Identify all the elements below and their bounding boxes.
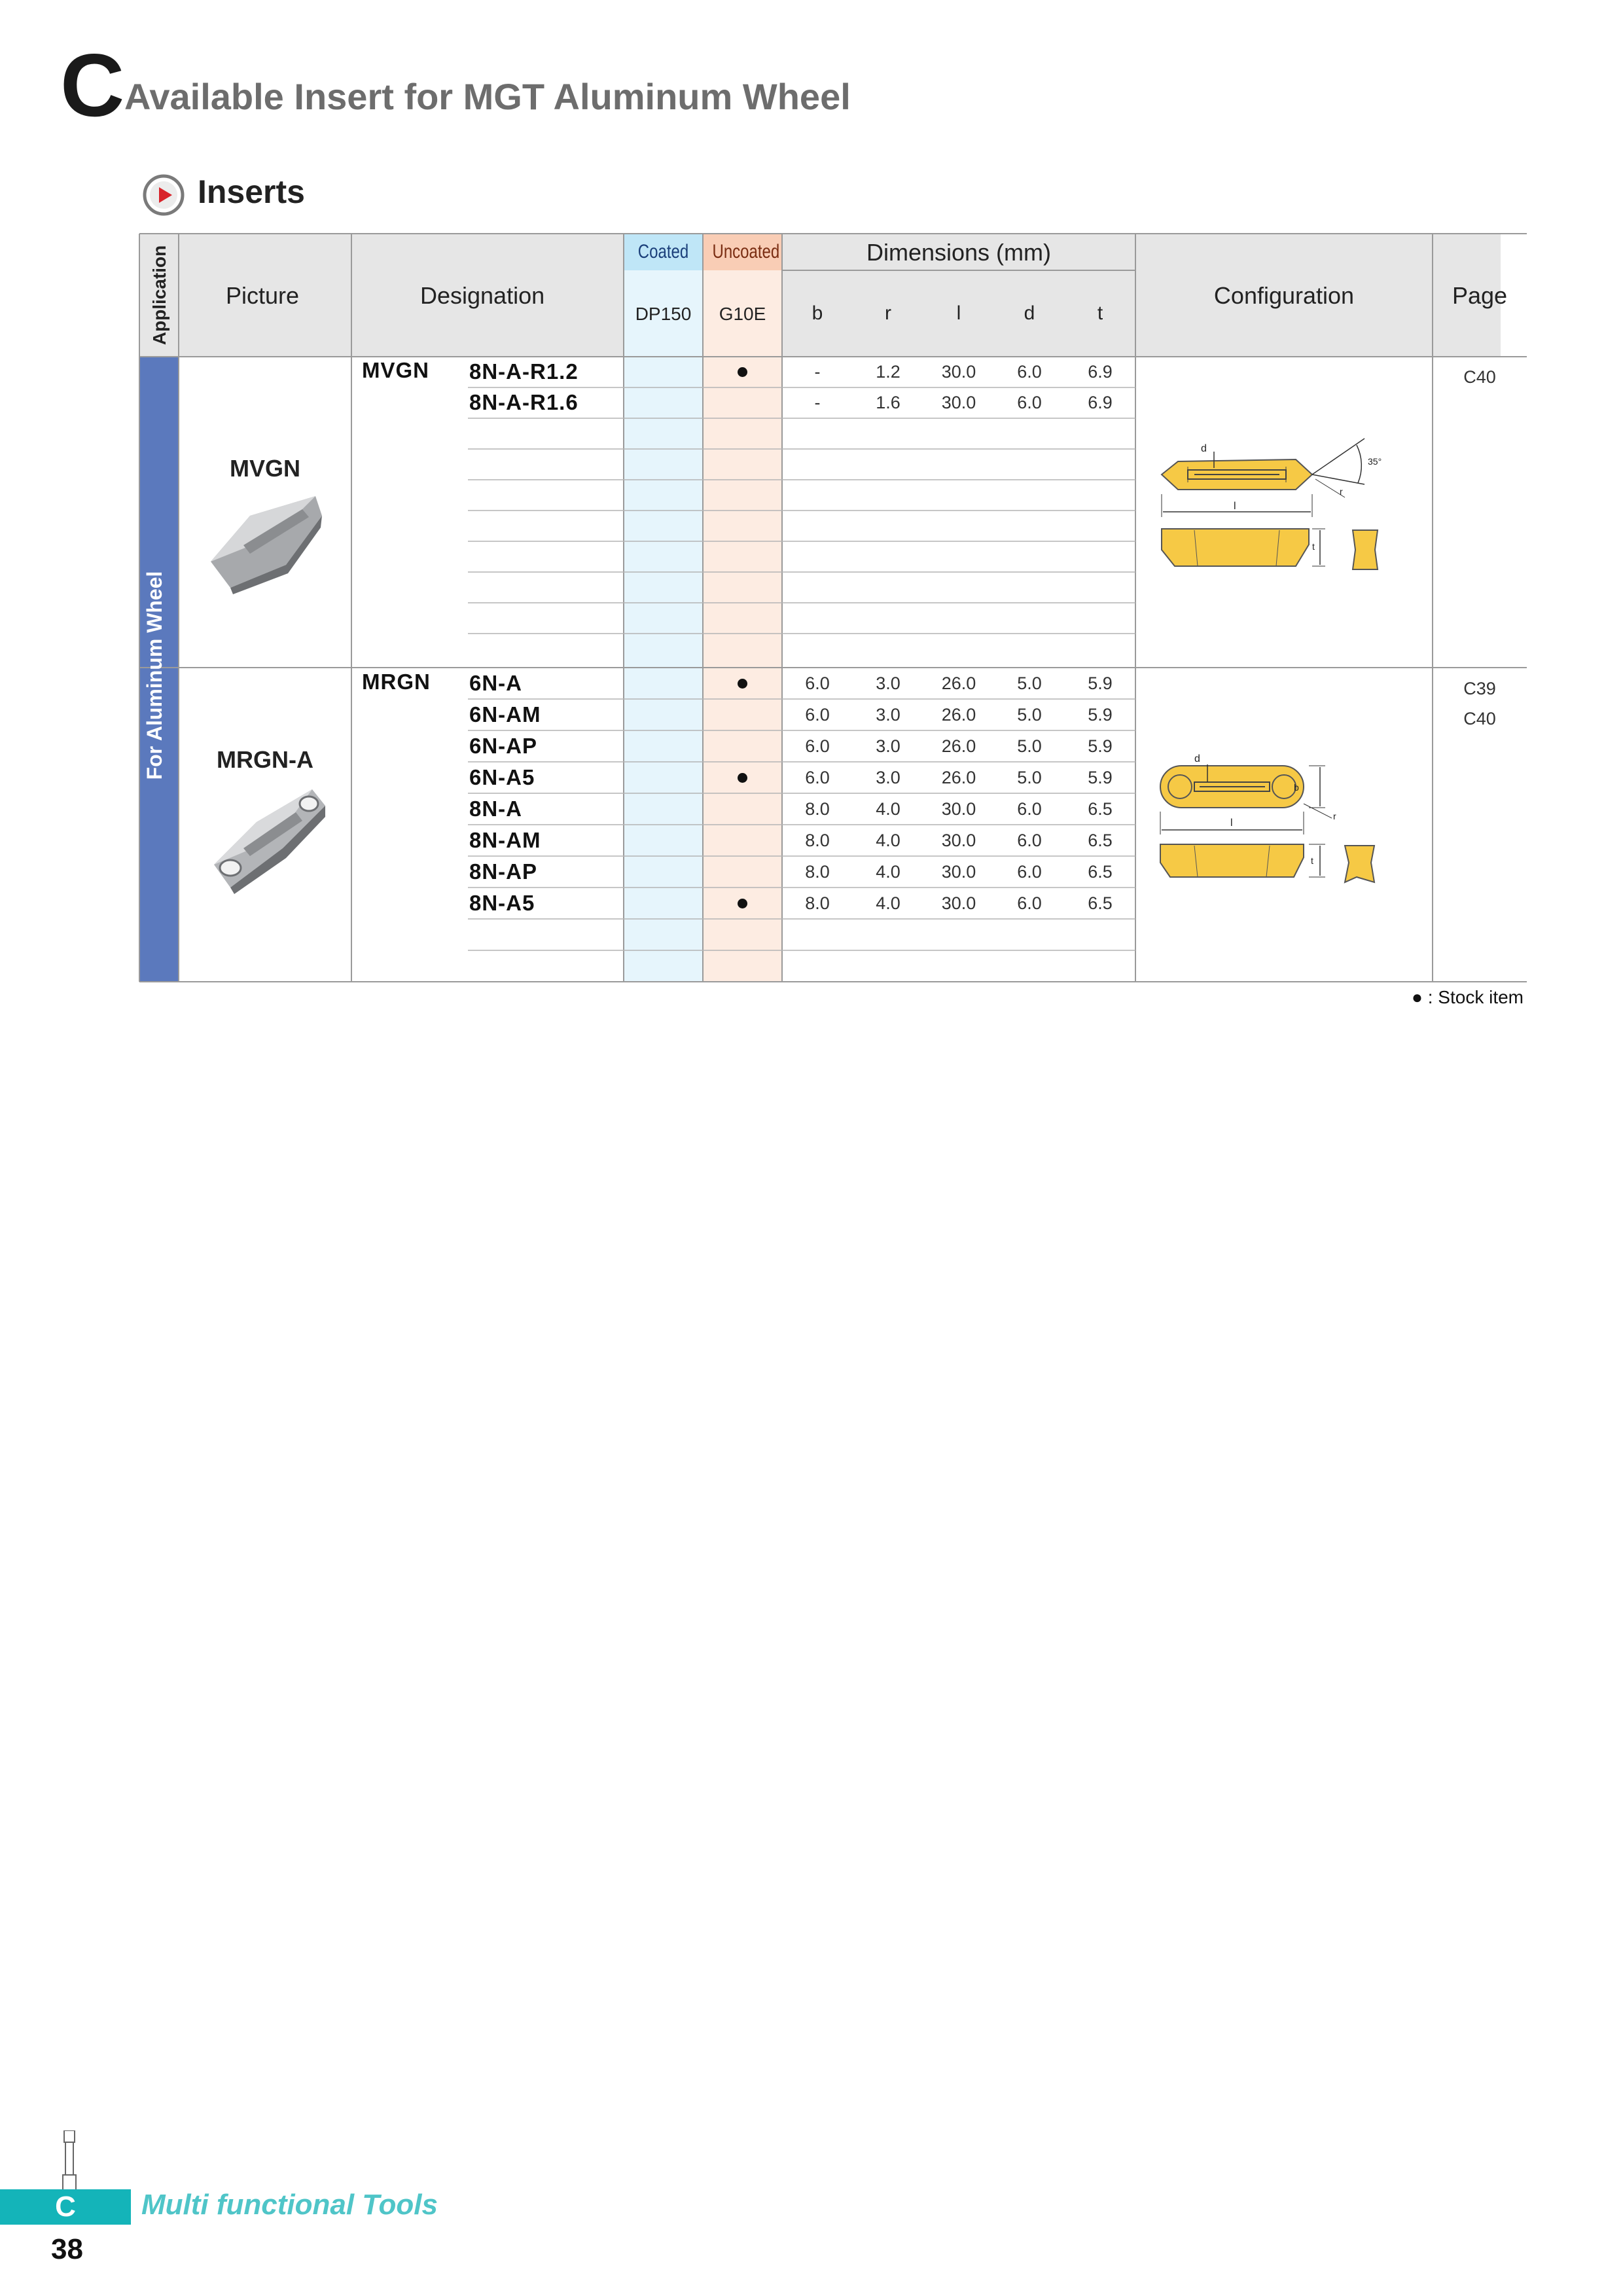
config-label-d: d (1194, 753, 1200, 764)
dim-l: 26.0 (941, 673, 976, 693)
dim-b: 8.0 (805, 893, 830, 913)
mvgn-insert-photo (204, 490, 329, 594)
dim-b: 6.0 (805, 736, 830, 756)
header-t: t (1097, 302, 1103, 324)
header-application: Application (149, 245, 169, 346)
picture-label-mrgn-a: MRGN-A (217, 746, 313, 773)
designation-code: 8N-A-R1.6 (469, 390, 579, 414)
dim-d: 5.0 (1017, 673, 1042, 693)
config-label-b: b (1294, 782, 1299, 793)
dim-l: 30.0 (941, 862, 976, 882)
legend-symbol: ● (1412, 987, 1423, 1007)
config-label-angle: 35° (1368, 456, 1382, 467)
designation-prefix: MVGN (362, 358, 429, 382)
section-letter: C (60, 35, 125, 135)
dim-b: 8.0 (805, 862, 830, 882)
designation-code: 6N-AM (469, 702, 541, 726)
dim-r: 3.0 (876, 673, 901, 693)
header-picture: Picture (226, 282, 300, 309)
designation-code: 6N-A5 (469, 765, 535, 789)
header-configuration: Configuration (1213, 282, 1355, 309)
config-label-r: r (1340, 486, 1343, 497)
dim-r: 4.0 (876, 862, 901, 882)
dim-d: 6.0 (1017, 362, 1042, 382)
dim-l: 26.0 (941, 736, 976, 756)
picture-label-mvgn: MVGN (230, 455, 300, 482)
dim-t: 6.9 (1088, 362, 1113, 382)
config-label-t: t (1312, 541, 1315, 552)
legend-text: : Stock item (1427, 987, 1524, 1007)
dim-b: 8.0 (805, 799, 830, 819)
application-label: For Aluminum Wheel (143, 571, 166, 780)
dim-r: 3.0 (876, 736, 901, 756)
dim-r: 4.0 (876, 799, 901, 819)
mrgn-a-insert-photo (204, 783, 329, 894)
config-label-l: l (1234, 501, 1236, 512)
stock-dot (738, 679, 747, 689)
dim-b: 6.0 (805, 768, 830, 787)
page-number: 38 (51, 2233, 83, 2265)
designation-code: 6N-A (469, 671, 523, 695)
chapter-tab: C (0, 2189, 131, 2225)
dim-t: 5.9 (1088, 705, 1113, 725)
dim-r: 1.6 (876, 393, 901, 412)
dim-t: 6.5 (1088, 862, 1113, 882)
page-ref: C40 (1463, 367, 1496, 387)
stock-dot (738, 367, 747, 377)
dim-t: 6.5 (1088, 893, 1113, 913)
dim-l: 26.0 (941, 768, 976, 787)
designation-code: 8N-AP (469, 859, 538, 884)
dim-d: 5.0 (1017, 736, 1042, 756)
dim-t: 6.5 (1088, 831, 1113, 850)
dim-l: 30.0 (941, 831, 976, 850)
dim-b: 6.0 (805, 673, 830, 693)
dim-b: 8.0 (805, 831, 830, 850)
dim-t: 6.9 (1088, 393, 1113, 412)
dim-l: 30.0 (941, 362, 976, 382)
header-g10e: G10E (719, 304, 766, 324)
dim-t: 5.9 (1088, 673, 1113, 693)
designation-code: 8N-AM (469, 828, 541, 852)
config-label-r: r (1333, 811, 1336, 821)
page-ref: C40 (1463, 709, 1496, 728)
designation-code: 8N-A-R1.2 (469, 359, 579, 384)
tool-holder-icon (56, 2130, 82, 2191)
dim-r: 4.0 (876, 893, 901, 913)
dim-t: 6.5 (1088, 799, 1113, 819)
header-d: d (1024, 302, 1035, 324)
dim-t: 5.9 (1088, 768, 1113, 787)
designation-prefix: MRGN (362, 670, 431, 694)
designation-code: 8N-A (469, 797, 523, 821)
header-dimensions: Dimensions (mm) (866, 239, 1052, 266)
dim-l: 30.0 (941, 893, 976, 913)
header-uncoated: Uncoated (712, 241, 780, 262)
dim-l: 30.0 (941, 799, 976, 819)
dim-d: 6.0 (1017, 393, 1042, 412)
config-label-l: l (1230, 817, 1233, 829)
dim-r: 4.0 (876, 831, 901, 850)
dim-d: 6.0 (1017, 799, 1042, 819)
stock-dot (738, 899, 747, 908)
dim-t: 5.9 (1088, 736, 1113, 756)
dim-d: 5.0 (1017, 705, 1042, 725)
dim-r: 3.0 (876, 705, 901, 725)
dim-r: 3.0 (876, 768, 901, 787)
dim-b: 6.0 (805, 705, 830, 725)
dim-b: - (814, 362, 821, 382)
header-b: b (812, 302, 823, 324)
designation-code: 8N-A5 (469, 891, 535, 915)
dim-d: 6.0 (1017, 831, 1042, 850)
mrgn-a-configuration-diagram (1149, 746, 1423, 903)
stock-dot (738, 773, 747, 783)
designation-code: 6N-AP (469, 734, 538, 758)
header-page: Page (1452, 282, 1508, 309)
header-l: l (956, 302, 961, 324)
dim-l: 26.0 (941, 705, 976, 725)
dim-d: 5.0 (1017, 768, 1042, 787)
dim-b: - (814, 393, 821, 412)
section-title: Inserts (198, 173, 305, 210)
config-label-d: d (1201, 443, 1207, 454)
header-r: r (885, 302, 891, 324)
chapter-name: Multi functional Tools (141, 2189, 438, 2221)
stock-legend (1412, 987, 1524, 1008)
page-title: Available Insert for MGT Aluminum Wheel (124, 76, 851, 117)
dim-l: 30.0 (941, 393, 976, 412)
dim-d: 6.0 (1017, 893, 1042, 913)
config-label-t: t (1311, 855, 1313, 866)
header-dp150: DP150 (635, 304, 692, 324)
dim-r: 1.2 (876, 362, 901, 382)
page-ref: C39 (1463, 679, 1496, 698)
mvgn-configuration-diagram (1149, 432, 1423, 589)
header-designation: Designation (420, 282, 545, 309)
header-coated: Coated (637, 241, 689, 262)
dim-d: 6.0 (1017, 862, 1042, 882)
